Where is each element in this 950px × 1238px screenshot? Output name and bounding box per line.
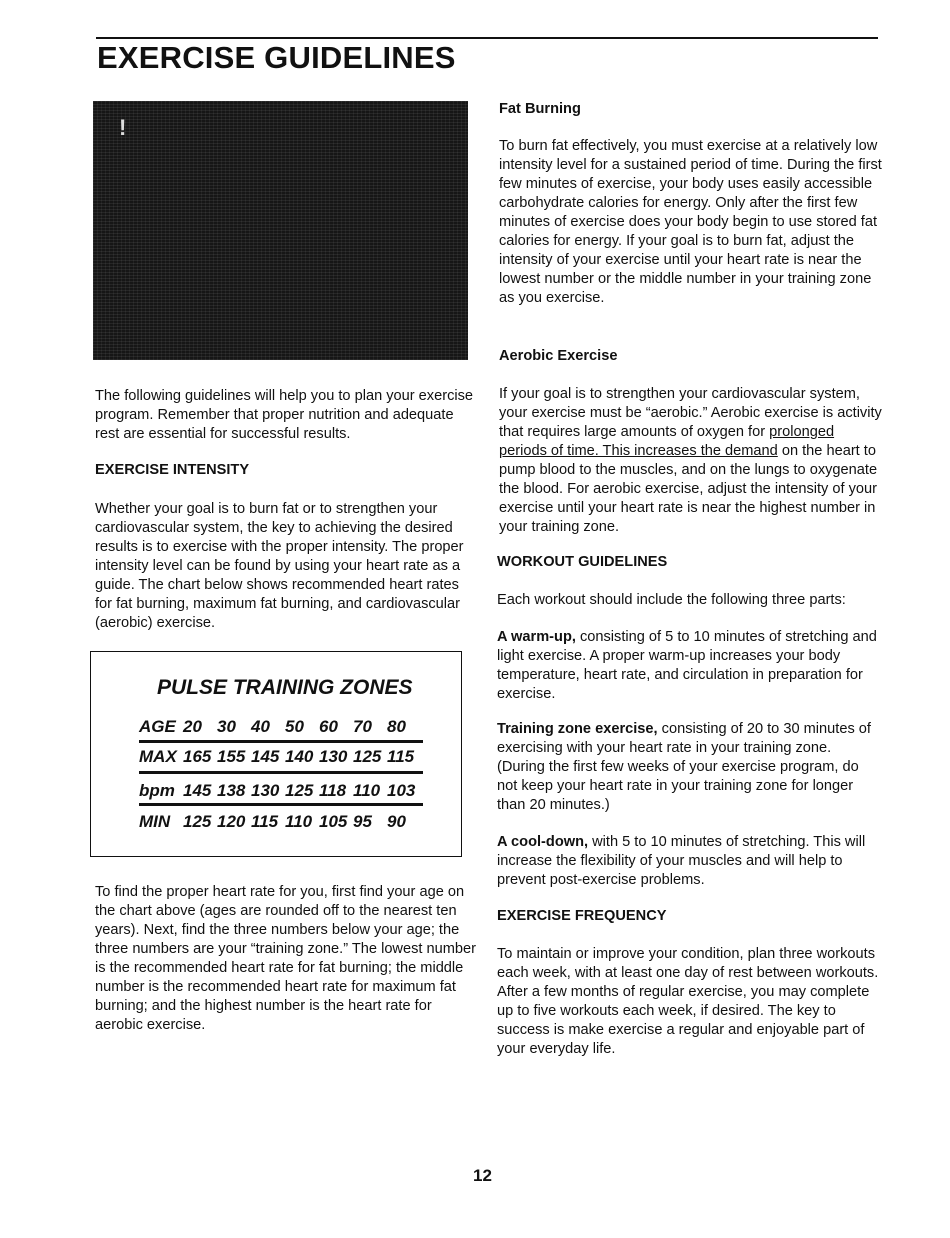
zones-cell: 40 xyxy=(251,717,270,736)
aerobic-text-1: If your goal is to strengthen your cardiovascular system, your exercise must be “aerobic.” Aerobic exercise is activity that requires large amounts of oxygen for xyxy=(499,386,882,440)
aerobic-heading-text: Aerobic Exercise xyxy=(499,348,618,364)
zones-cell: 110 xyxy=(353,781,381,800)
find-rate-text: To find the proper heart rate for you, first find your age on the chart above (ages are rounded off to the nearest ten years). Next, find the three numbers below your age; the three numbers are your “training zone.” The lowest number is the recommended heart rate for fat burning; the middle number is the recommended heart rate for maximum fat burning; and the highest number is the heart rate for aerobic exercise. xyxy=(95,884,476,1033)
zones-cell: 165 xyxy=(183,747,212,766)
zones-cell: 140 xyxy=(285,747,314,766)
zones-row-max xyxy=(139,744,421,770)
warmup-text: consisting of 5 to 10 minutes of stretching and light exercise. A proper warm-up increases your body temperature, heart rate, and circulation in preparation for exercise. xyxy=(497,629,877,702)
workout-heading-text: WORKOUT GUIDELINES xyxy=(497,554,668,570)
zones-cell: 115 xyxy=(251,812,279,831)
zones-row-min xyxy=(139,809,421,835)
cooldown-paragraph xyxy=(497,833,882,890)
page-number: 12 xyxy=(473,1166,492,1185)
zones-cell: 125 xyxy=(285,781,314,800)
aerobic-text-2: on the heart to pump blood to the muscles, and on the lungs to oxygenate the blood. For aerobic exercise, adjust the intensity of your exercise until your heart rate is near the highest number in your training zone. xyxy=(499,443,878,535)
zones-cell: 105 xyxy=(319,812,348,831)
zones-cell: 90 xyxy=(387,812,406,831)
zones-cell: 138 xyxy=(217,781,246,800)
workout-heading xyxy=(497,553,882,572)
zone-text: consisting of 20 to 30 minutes of exercising with your heart rate in your training zone. (During the first few weeks of your exercise program, do not keep your heart rate in your training zone for longer than 20 minutes.) xyxy=(497,721,871,813)
zones-cell: 110 xyxy=(285,812,313,831)
aerobic-text-underlined: prolonged periods of time. This increases the demand xyxy=(499,424,835,459)
zones-cell: 95 xyxy=(353,812,372,831)
zones-cell: 80 xyxy=(387,717,406,736)
fat-heading-text: Fat Burning xyxy=(499,101,581,117)
warning-image xyxy=(93,101,468,360)
intro-paragraph xyxy=(95,387,480,444)
zones-cell: 155 xyxy=(217,747,246,766)
cool-text: with 5 to 10 minutes of stretching. This will increase the flexibility of your muscles and will help to prevent post-exercise problems. xyxy=(497,834,866,888)
zones-row-bpm xyxy=(139,778,421,804)
intensity-paragraph xyxy=(95,500,480,633)
zones-cell: 145 xyxy=(183,781,212,800)
zones-title: PULSE TRAINING ZONES xyxy=(157,676,413,699)
zones-divider xyxy=(139,740,423,743)
zones-cell: 145 xyxy=(251,747,280,766)
workout-intro xyxy=(497,591,882,610)
pulse-training-zones-table xyxy=(90,651,462,857)
zones-cell: 120 xyxy=(217,812,246,831)
warning-icon: ! xyxy=(119,115,127,140)
top-rule xyxy=(96,37,878,39)
zones-cell: 125 xyxy=(183,812,212,831)
find-rate-paragraph xyxy=(95,883,480,1035)
aerobic-paragraph xyxy=(499,385,884,537)
zones-cell: 130 xyxy=(251,781,280,800)
warmup-lead: A warm-up, xyxy=(497,629,576,645)
zones-divider xyxy=(139,803,423,806)
intensity-heading-text: EXERCISE INTENSITY xyxy=(95,462,250,478)
zones-row-label: AGE xyxy=(139,717,176,736)
cool-lead: A cool-down, xyxy=(497,834,589,850)
warmup-paragraph xyxy=(497,628,882,704)
fat-text: To burn fat effectively, you must exercise at a relatively low intensity level for a sustained period of time. During the first few minutes of exercise, your body uses easily accessible carbohydrate calories for energy. Only after the first few minutes of exercise does your body begin to use stored fat calories for energy. If your goal is to burn fat, adjust the intensity of your exercise until your heart rate is near the lowest number or the middle number in your training zone as you exercise. xyxy=(499,138,882,306)
zones-row-age xyxy=(139,714,421,740)
zone-lead: Training zone exercise, xyxy=(497,721,658,737)
frequency-heading xyxy=(497,907,882,926)
fat-burning-paragraph xyxy=(499,137,884,308)
training-zone-paragraph xyxy=(497,720,882,815)
zones-cell: 70 xyxy=(353,717,372,736)
zones-cell: 115 xyxy=(387,747,415,766)
aerobic-heading xyxy=(499,347,884,366)
zones-cell: 130 xyxy=(319,747,348,766)
intensity-heading xyxy=(95,461,480,480)
freq-heading-text: EXERCISE FREQUENCY xyxy=(497,908,667,924)
zones-row-label: MAX xyxy=(139,747,177,766)
zones-cell: 50 xyxy=(285,717,304,736)
workout-intro-text: Each workout should include the following three parts: xyxy=(497,592,846,608)
zones-row-label: MIN xyxy=(139,812,171,831)
frequency-paragraph xyxy=(497,945,882,1059)
zones-row-label: bpm xyxy=(139,781,175,800)
zones-cell: 20 xyxy=(183,717,202,736)
zones-divider xyxy=(139,771,423,774)
zones-cell: 60 xyxy=(319,717,338,736)
page-title: EXERCISE GUIDELINES xyxy=(97,40,456,75)
intro-text: The following guidelines will help you to plan your exercise program. Remember that proper nutrition and adequate rest are essential for successful results. xyxy=(95,388,474,442)
zones-cell: 118 xyxy=(319,781,347,800)
zones-cell: 103 xyxy=(387,781,416,800)
fat-burning-heading xyxy=(499,100,884,119)
intensity-text: Whether your goal is to burn fat or to strengthen your cardiovascular system, the key to achieving the desired results is to exercise with the proper intensity. The proper intensity level can be found by using your heart rate as a guide. The chart below shows recommended heart rates for fat burning, maximum fat burning, and cardiovascular (aerobic) exercise. xyxy=(95,501,464,631)
freq-text: To maintain or improve your condition, plan three workouts each week, with at least one day of rest between workouts. After a few months of regular exercise, you may complete up to five workouts each week, if desired. The key to success is make exercise a regular and enjoyable part of your everyday life. xyxy=(497,946,879,1057)
zones-cell: 30 xyxy=(217,717,236,736)
zones-cell: 125 xyxy=(353,747,382,766)
